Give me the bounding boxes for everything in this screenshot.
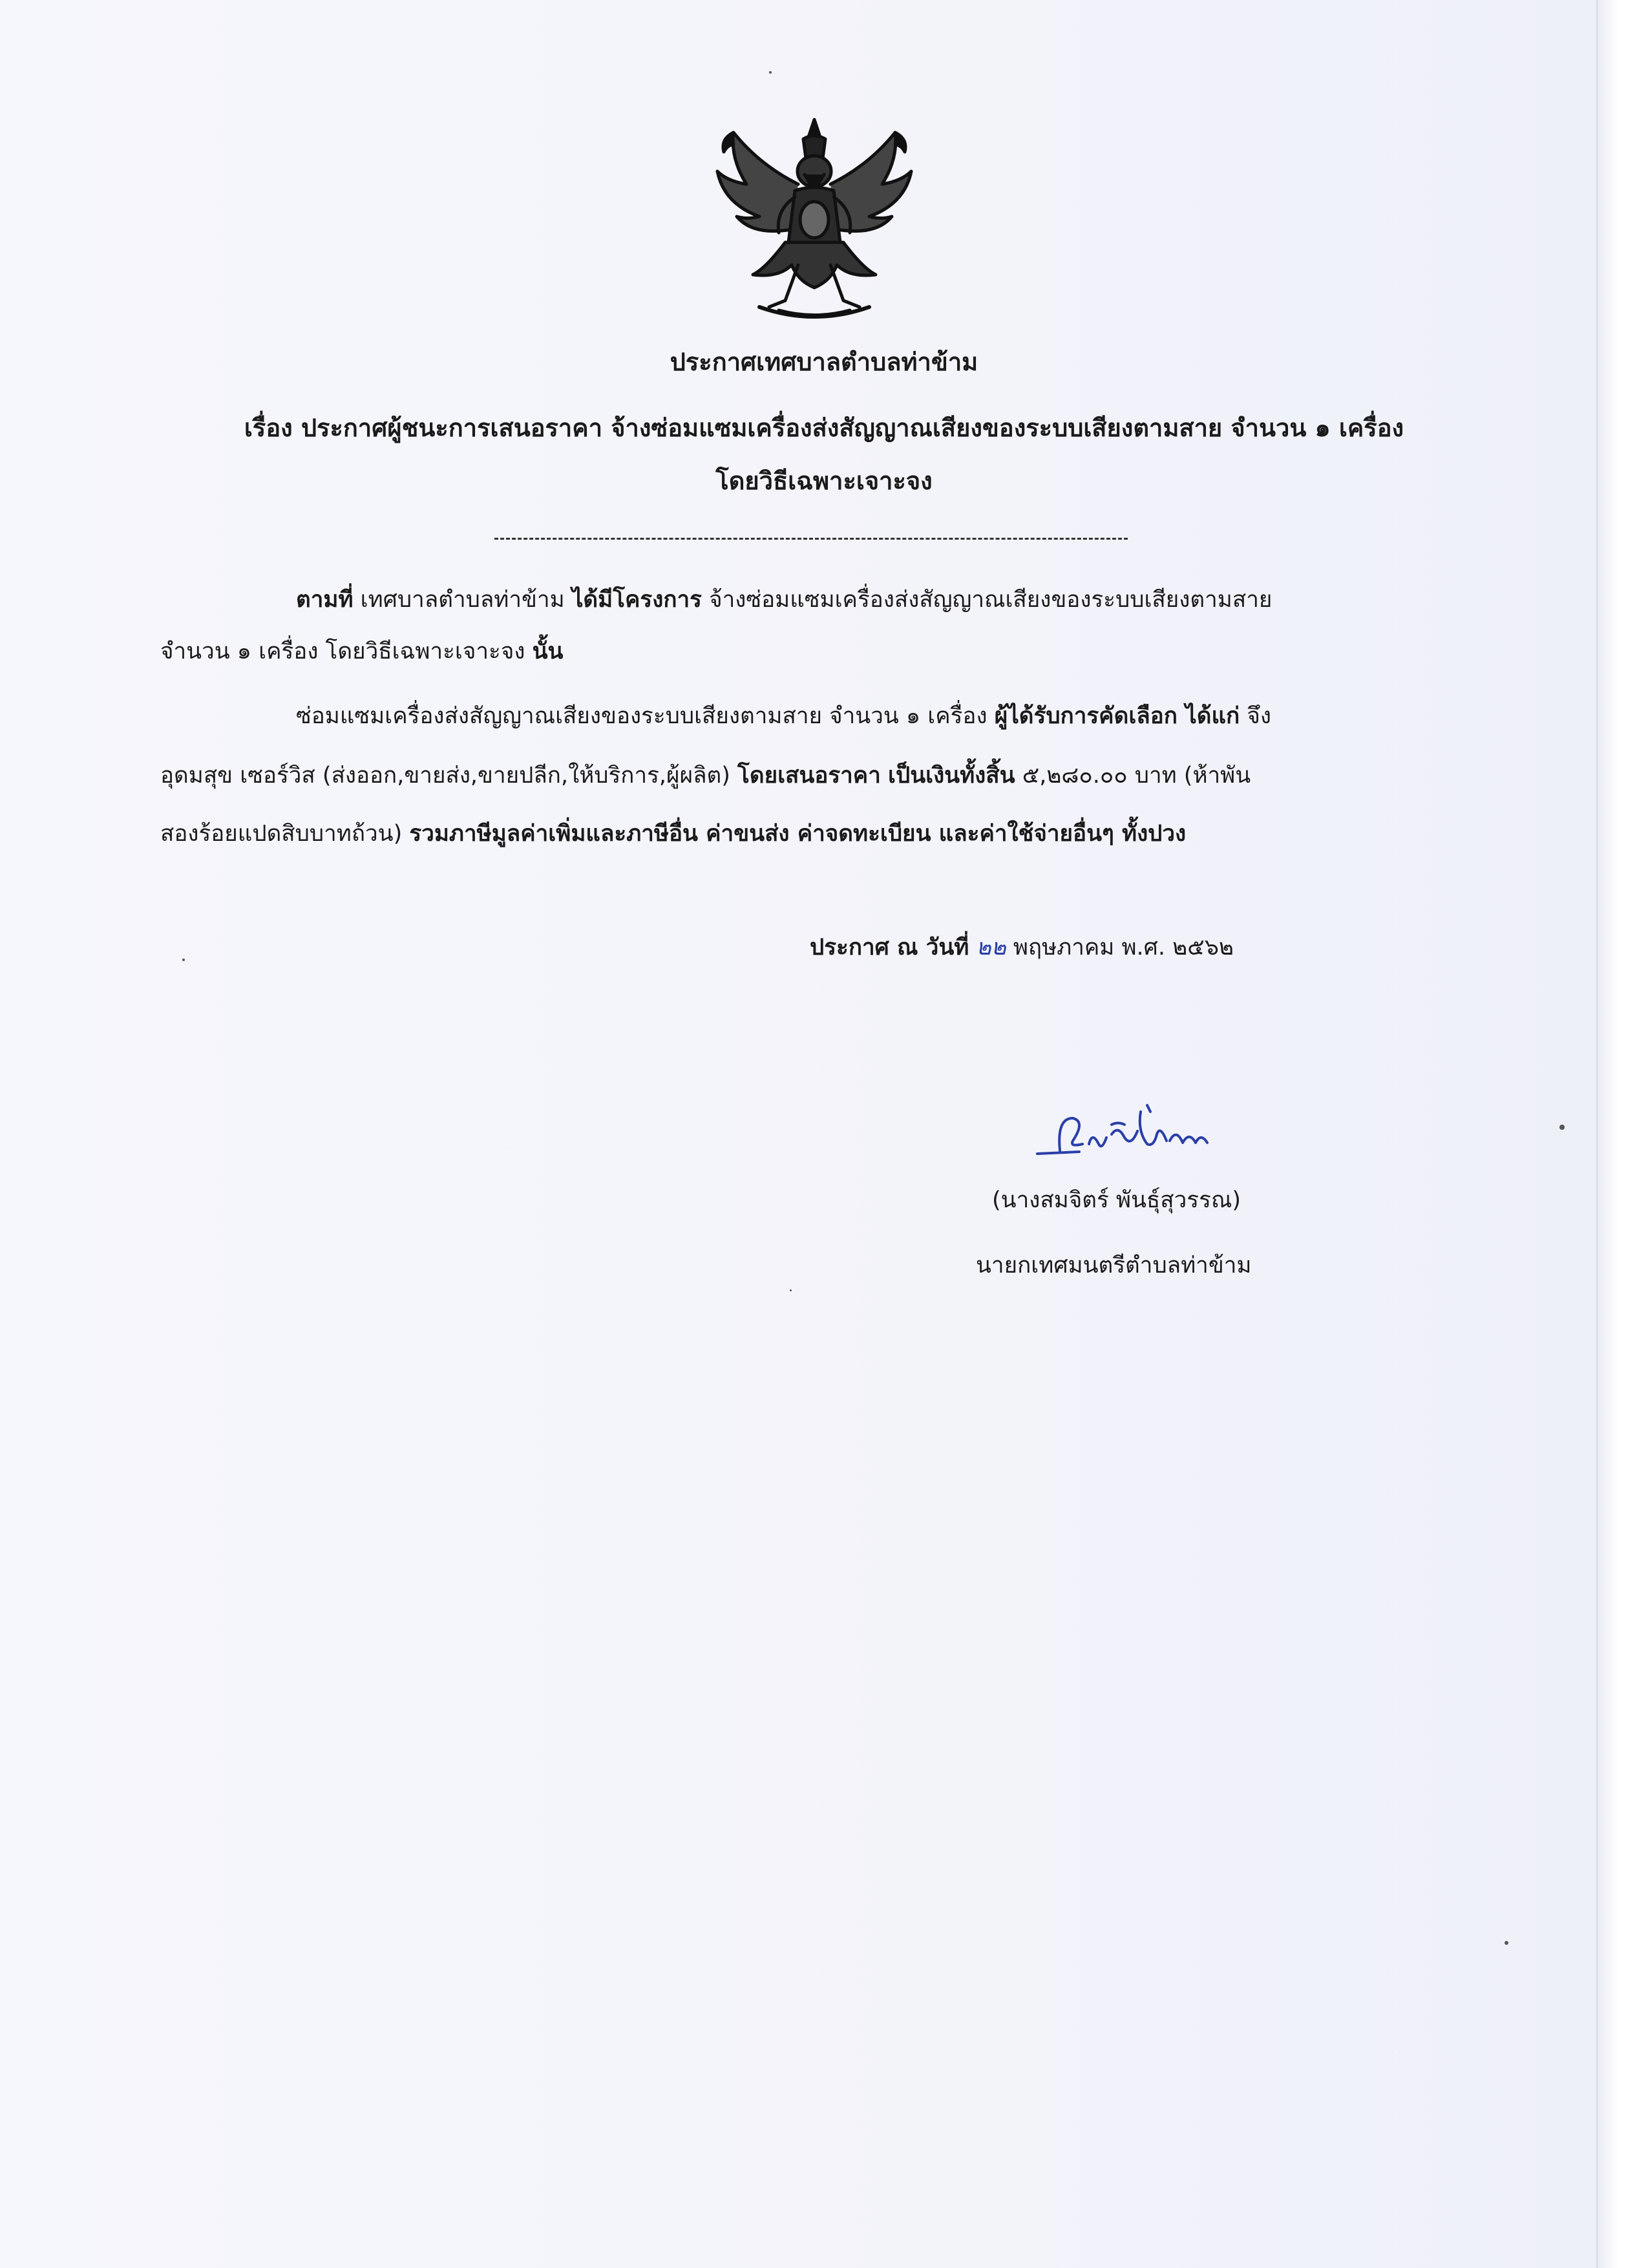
subject-line (0, 407, 1648, 449)
para2-amount-words: สองร้อยแปดสิบบาทถ้วน) (160, 821, 403, 847)
subject-method: โดยวิธีเฉพาะเจาะจง (715, 467, 933, 495)
para2-line2 (160, 756, 1251, 795)
garuda-emblem-icon (708, 113, 921, 326)
title-divider (494, 538, 1128, 540)
para1-quantity: จำนวน ๑ เครื่อง โดยวิธีเฉพาะเจาะจง (160, 639, 525, 664)
announcement-label: ประกาศ ณ วันที่ (810, 935, 969, 960)
para2-line3 (160, 814, 1186, 853)
announcement-date (810, 928, 1234, 967)
para1-end: นั้น (532, 639, 564, 664)
announcement-month-year: พฤษภาคม พ.ศ. ๒๕๖๒ (1013, 935, 1234, 960)
para2-line1 (296, 697, 1271, 736)
scan-speck (1559, 1125, 1565, 1130)
announcement-day: ๒๒ (976, 935, 1006, 960)
para2-amount: ๕,๒๘๐.๐๐ บาท (ห้าพัน (1022, 763, 1251, 789)
para1-municipality: เทศบาลตำบลท่าข้าม (360, 587, 565, 613)
para2-vendor-start: จึง (1247, 703, 1271, 729)
para2-total-label: เป็นเงินทั้งสิ้น (888, 763, 1015, 789)
para2-item: ซ่อมแซมเครื่องส่งสัญญาณเสียงของระบบเสียงตามสาย จำนวน ๑ เครื่อง (296, 703, 988, 729)
scan-speck (790, 1289, 792, 1291)
scan-speck (182, 959, 185, 961)
para2-inclusions: รวมภาษีมูลค่าเพิ่มและภาษีอื่น ค่าขนส่ง ค่าจดทะเบียน และค่าใช้จ่ายอื่นๆ ทั้งปวง (409, 821, 1187, 847)
para1-lead: ตามที่ (296, 587, 354, 613)
para1-line1 (296, 580, 1272, 619)
para2-offer-label: โดยเสนอราคา (737, 763, 881, 789)
scan-speck (769, 71, 772, 74)
signatory-position: นายกเทศมนตรีตำบลท่าข้าม (976, 1253, 1252, 1278)
para2-selected-label: ผู้ได้รับการคัดเลือก ได้แก่ (994, 703, 1240, 729)
para1-project: จ้างซ่อมแซมเครื่องส่งสัญญาณเสียงของระบบเสียงตามสาย (709, 587, 1273, 613)
para1-line2 (160, 632, 563, 671)
issuer-title: ประกาศเทศบาลตำบลท่าข้าม (670, 348, 978, 376)
subject-label: เรื่อง (244, 414, 293, 442)
signatory-name: (นางสมจิตร์ พันธุ์สุวรรณ) (992, 1187, 1241, 1213)
scan-edge (1596, 0, 1648, 2268)
para1-project-label: ได้มีโครงการ (571, 587, 702, 613)
para2-vendor: อุดมสุข เซอร์วิส (ส่งออก,ขายส่ง,ขายปลีก,ให้บริการ,ผู้ผลิต) (160, 763, 730, 789)
scan-speck (1505, 1941, 1508, 1945)
subject-text: ประกาศผู้ชนะการเสนอราคา จ้างซ่อมแซมเครื่องส่งสัญญาณเสียงของระบบเสียงตามสาย จำนวน ๑ เครื่อง (301, 414, 1404, 442)
handwritten-signature (1034, 1092, 1247, 1183)
